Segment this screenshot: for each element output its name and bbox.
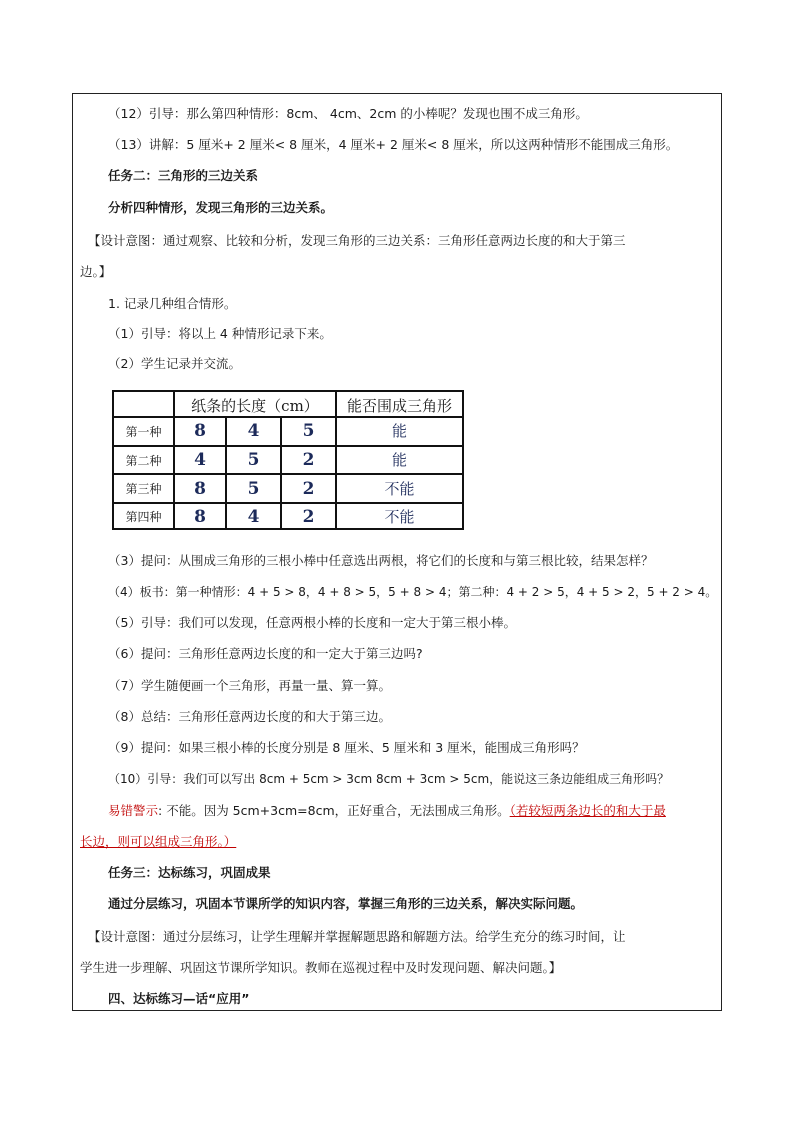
task2-title: 任务二：三角形的三边关系 — [108, 168, 259, 183]
step-4: （4）板书：第一种情形：4 + 5 > 8，4 + 8 > 5，5 + 8 > 4；第二种：4 + 2 > 5，4 + 5 > 2，5 + 2 > 4。 — [108, 585, 718, 599]
step-10: （10）引导：我们可以写出 8cm + 5cm > 3cm 8cm + 3cm > 5cm，能说这三条边能组成三角形吗？ — [108, 772, 670, 786]
section-4-title: 四、达标练习—话“应用” — [108, 991, 250, 1006]
step-12: （12）引导：那么第四种情形：8cm、 4cm、2cm 的小棒呢？发现也围不成三角形。 — [108, 106, 588, 121]
task2-desc: 分析四种情形，发现三角形的三边关系。 — [108, 200, 334, 215]
warning-note-b: 长边，则可以组成三角形。） — [80, 834, 237, 849]
record-title: 1. 记录几种组合情形。 — [108, 296, 237, 311]
step-13: （13）讲解：5 厘米+ 2 厘米< 8 厘米，4 厘米+ 2 厘米< 8 厘米，所以这两种情形不能围成三角形。 — [108, 137, 679, 152]
step-8: （8）总结：三角形任意两边长度的和大于第三边。 — [108, 709, 391, 724]
step-7: （7）学生随便画一个三角形，再量一量、算一算。 — [108, 678, 391, 693]
step-3: （3）提问：从围成三角形的三根小棒中任意选出两根，将它们的长度和与第三根比较，结果怎样？ — [108, 553, 654, 568]
warning-label: 易错警示 — [108, 803, 159, 818]
step-6: （6）提问：三角形任意两边长度的和一定大于第三边吗? — [108, 646, 423, 661]
step-2: （2）学生记录并交流。 — [108, 356, 241, 371]
task3-title: 任务三：达标练习，巩固成果 — [108, 865, 271, 880]
warning-line — [108, 803, 794, 819]
warning-note-a: （若较短两条边长的和大于最 — [509, 803, 666, 818]
step-1: （1）引导：将以上 4 种情形记录下来。 — [108, 326, 332, 341]
warning-text: : 不能。因为 5cm+3cm=8cm，正好重合，无法围成三角形。 — [158, 803, 510, 818]
design-intent-2b: 学生进一步理解、巩固这节课所学知识。教师在巡视过程中及时发现问题、解决问题。】 — [80, 960, 562, 975]
header-lengths: 纸条的长度（cm） — [191, 397, 319, 415]
design-intent-2a: 【设计意图：通过分层练习，让学生理解并掌握解题思路和解题方法。给学生充分的练习时间，让 — [88, 929, 626, 944]
design-intent-1a: 【设计意图：通过观察、比较和分析，发现三角形的三边关系：三角形任意两边长度的和大于第三 — [88, 233, 626, 248]
design-intent-1b: 边。】 — [80, 264, 112, 279]
step-9: （9）提问：如果三根小棒的长度分别是 8 厘米、5 厘米和 3 厘米，能围成三角形吗？ — [108, 740, 585, 755]
task3-desc: 通过分层练习，巩固本节课所学的知识内容，掌握三角形的三边关系，解决实际问题。 — [108, 896, 584, 911]
record-table: 纸条的长度（cm） 能否围成三角形 第一种 8 4 5 能 第二种 4 5 2 能 第三种 8 5 2 不能 第四种 8 4 2 不能 — [112, 390, 464, 530]
header-result: 能否围成三角形 — [346, 397, 452, 415]
step-5: （5）引导：我们可以发现，任意两根小棒的长度和一定大于第三根小棒。 — [108, 615, 516, 630]
